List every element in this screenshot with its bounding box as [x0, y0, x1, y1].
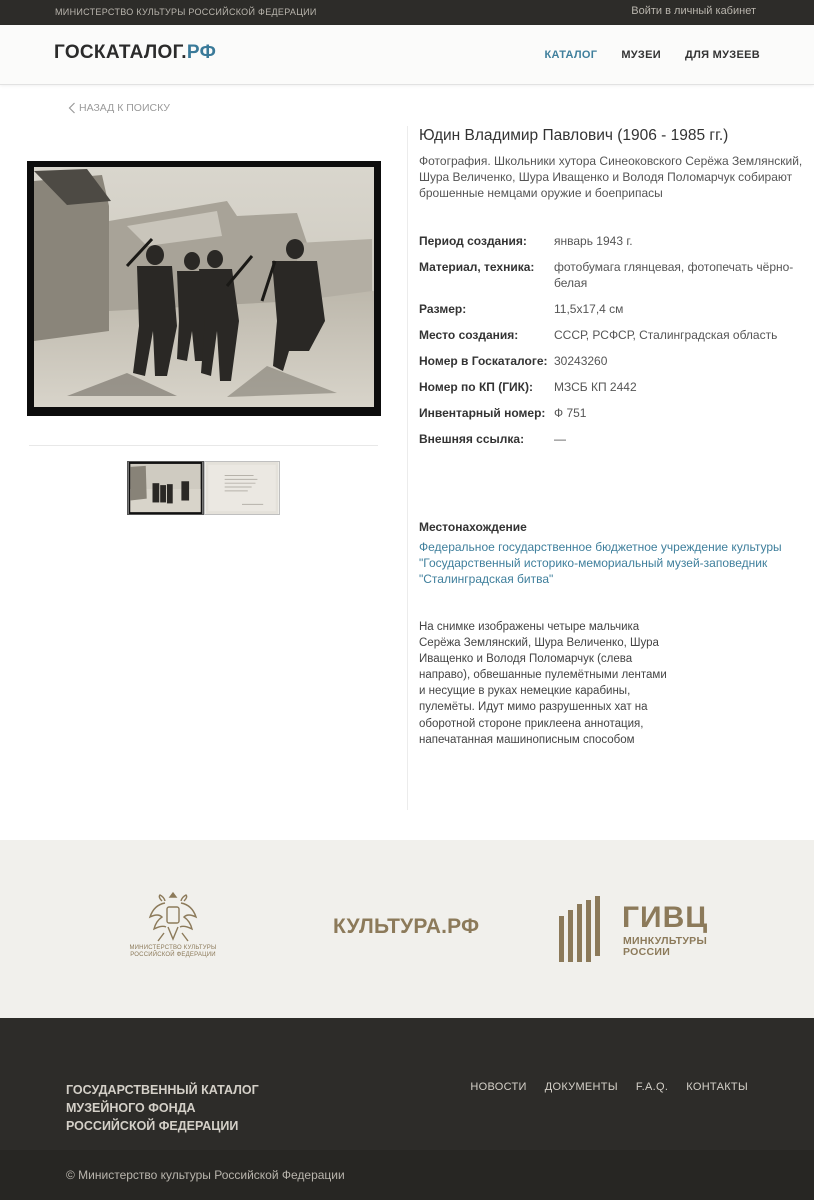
prop-value: Ф 751 — [554, 406, 587, 420]
footer-title — [66, 1081, 259, 1135]
thumbnail-front[interactable] — [127, 461, 204, 515]
nav-for-museums[interactable]: ДЛЯ МУЗЕЕВ — [684, 49, 760, 61]
main-photo[interactable] — [27, 161, 381, 416]
ministry-line-2: РОССИЙСКОЙ ФЕДЕРАЦИИ — [130, 952, 216, 958]
thumbnail-front-image — [128, 462, 203, 514]
item-description: На снимке изображены четыре мальчика Серёжа Землянский, Шура Величенко, Шура Иващенко и Володя Поломарчук (слева направо), обвешанные пулемётными лентами и несущие в руках немецкие карабины, пулемёты. Идут мимо разрушенных хат на оборотной стороне приклеена аннотация, напечатанная машинописным способом — [419, 621, 667, 746]
givc-subtitle — [623, 936, 707, 958]
back-to-search-link[interactable] — [68, 102, 170, 114]
footer-title-line-1: ГОСУДАРСТВЕННЫЙ КАТАЛОГ — [66, 1083, 259, 1097]
footer-nav-faq[interactable]: F.A.Q. — [635, 1081, 669, 1093]
givc-logo[interactable] — [557, 896, 747, 966]
prop-key: Материал, техника: — [419, 260, 535, 274]
prop-size — [419, 301, 809, 317]
givc-bars-icon — [557, 896, 607, 964]
photo-image — [27, 161, 381, 416]
column-divider — [407, 126, 408, 810]
nav-catalog[interactable]: КАТАЛОГ — [544, 49, 598, 61]
top-bar — [0, 0, 814, 25]
prop-kp-number — [419, 379, 809, 395]
prop-value: СССР, РСФСР, Сталинградская область — [554, 328, 778, 342]
footer-title-line-3: РОССИЙСКОЙ ФЕДЕРАЦИИ — [66, 1119, 239, 1133]
item-title: Юдин Владимир Павлович (1906 - 1985 гг.) — [419, 127, 729, 144]
ministry-line-1: МИНИСТЕРСТВО КУЛЬТУРЫ — [129, 945, 217, 951]
back-label: НАЗАД К ПОИСКУ — [79, 102, 170, 114]
prop-value: МЗСБ КП 2442 — [554, 380, 637, 394]
photo-divider — [29, 445, 378, 446]
prop-goscatalog-number — [419, 353, 809, 369]
prop-key: Инвентарный номер: — [419, 406, 546, 420]
item-subtitle: Фотография. Школьники хутора Синеоковского Серёжа Землянский, Шура Величенко, Шура Иващенко и Володя Поломарчук собирают брошенные немцами оружие и боеприпасы — [419, 154, 803, 200]
thumbnail-back-image — [205, 462, 279, 514]
prop-key: Номер по КП (ГИК): — [419, 380, 533, 394]
footer-nav — [470, 1081, 748, 1093]
main-nav — [544, 49, 760, 61]
prop-key: Место создания: — [419, 328, 519, 342]
prop-key: Внешняя ссылка: — [419, 432, 525, 446]
prop-value: 30243260 — [554, 354, 608, 368]
prop-value: фотобумага глянцевая, фотопечать чёрно-белая — [554, 260, 794, 290]
login-link[interactable]: Войти в личный кабинет — [631, 5, 756, 17]
givc-subtitle-line-1: МИНКУЛЬТУРЫ — [623, 935, 708, 947]
kultura-rf-logo[interactable]: КУЛЬТУРА.РФ — [333, 915, 480, 938]
logo-accent: РФ — [186, 42, 217, 63]
prop-place — [419, 327, 809, 343]
site-logo[interactable] — [54, 42, 216, 64]
nav-museums[interactable]: МУЗЕИ — [621, 49, 661, 61]
prop-material — [419, 259, 809, 291]
eagle-emblem-icon — [144, 887, 202, 945]
givc-subtitle-line-2: РОССИИ — [623, 946, 671, 958]
site-header — [0, 25, 814, 85]
footer-nav-news[interactable]: НОВОСТИ — [470, 1081, 527, 1093]
givc-title: ГИВЦ — [622, 901, 709, 934]
ministry-culture-logo[interactable] — [127, 887, 219, 959]
logo-main: ГОСКАТАЛОГ. — [54, 42, 187, 63]
copyright-text: © Министерство культуры Российской Федерации — [66, 1168, 345, 1182]
prop-value: — — [554, 432, 566, 446]
footer-nav-contacts[interactable]: КОНТАКТЫ — [686, 1081, 748, 1093]
footer-nav-documents[interactable]: ДОКУМЕНТЫ — [544, 1081, 618, 1093]
footer-title-line-2: МУЗЕЙНОГО ФОНДА — [66, 1101, 196, 1115]
prop-key: Период создания: — [419, 234, 527, 248]
prop-value: 11,5х17,4 см — [554, 302, 624, 316]
thumbnail-back[interactable] — [204, 461, 280, 515]
ministry-label: МИНИСТЕРСТВО КУЛЬТУРЫ РОССИЙСКОЙ ФЕДЕРАЦИИ — [55, 7, 317, 17]
prop-key: Номер в Госкаталоге: — [419, 354, 548, 368]
prop-external-link — [419, 431, 809, 447]
item-properties — [419, 233, 809, 457]
chevron-left-icon — [68, 102, 76, 114]
prop-period — [419, 233, 809, 249]
prop-value: январь 1943 г. — [554, 234, 633, 248]
prop-inventory-number — [419, 405, 809, 421]
location-heading: Местонахождение — [419, 520, 527, 534]
prop-key: Размер: — [419, 302, 467, 316]
museum-link[interactable]: Федеральное государственное бюджетное учреждение культуры "Государственный историко-мемориальный музей-заповедник "Сталинградская битва" — [419, 540, 782, 586]
